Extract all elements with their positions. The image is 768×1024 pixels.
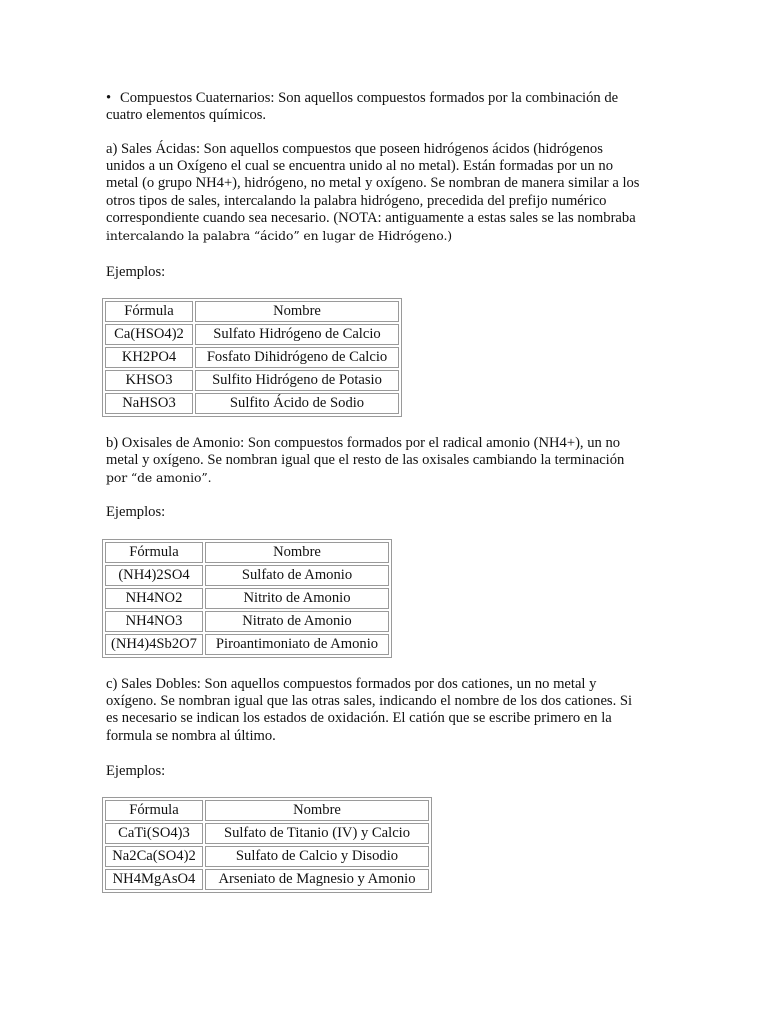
table-row — [105, 565, 389, 586]
table-header-name: Nombre — [205, 800, 429, 821]
section-b-paragraph — [106, 435, 666, 488]
table-header-formula: Fórmula — [105, 800, 203, 821]
table-cell-name: Sulfato de Calcio y Disodio — [205, 846, 429, 867]
table-cell-formula: NH4MgAsO4 — [105, 869, 203, 890]
section-a-line: metal (o grupo NH4+), hidrógeno, no metal y oxígeno. Se nombran de manera similar a los — [106, 175, 640, 192]
section-b-line: metal y oxígeno. Se nombran igual que el resto de las oxisales cambiando la terminación — [106, 452, 625, 469]
table-cell-formula: KHSO3 — [105, 370, 193, 391]
section-a-table — [102, 298, 402, 417]
section-c-line: formula se nombra al último. — [106, 727, 276, 744]
section-c-examples-label: Ejemplos: — [106, 763, 166, 779]
table-row — [105, 347, 399, 368]
bullet-icon: • — [106, 90, 112, 106]
table-row — [105, 370, 399, 391]
section-b-line: por “de amonio”. — [106, 470, 212, 486]
table-row — [105, 324, 399, 345]
section-b-table — [102, 539, 392, 658]
table-cell-formula: Ca(HSO4)2 — [105, 324, 193, 345]
table-cell-formula: NH4NO3 — [105, 611, 203, 632]
table-cell-name: Nitrato de Amonio — [205, 611, 389, 632]
table-cell-name: Fosfato Dihidrógeno de Calcio — [195, 347, 399, 368]
intro-paragraph — [106, 90, 666, 124]
table-cell-name: Sulfato de Amonio — [205, 565, 389, 586]
table-header-name: Nombre — [205, 542, 389, 563]
table-row — [105, 393, 399, 414]
section-b-examples-label: Ejemplos: — [106, 504, 166, 520]
table-cell-formula: NH4NO2 — [105, 588, 203, 609]
table-cell-formula: KH2PO4 — [105, 347, 193, 368]
table-cell-name: Sulfito Ácido de Sodio — [195, 393, 399, 414]
intro-line-2: cuatro elementos químicos. — [106, 107, 267, 124]
section-c-line: c) Sales Dobles: Son aquellos compuestos formados por dos cationes, un no metal y — [106, 676, 597, 692]
section-c-line: oxígeno. Se nombran igual que las otras sales, indicando el nombre de los dos cationes. Si — [106, 693, 633, 710]
table-cell-name: Arseniato de Magnesio y Amonio — [205, 869, 429, 890]
table-row — [105, 846, 429, 867]
table-row — [105, 869, 429, 890]
table-cell-name: Sulfato Hidrógeno de Calcio — [195, 324, 399, 345]
table-cell-formula: NaHSO3 — [105, 393, 193, 414]
table-cell-name: Sulfito Hidrógeno de Potasio — [195, 370, 399, 391]
table-header-formula: Fórmula — [105, 542, 203, 563]
section-c-line: es necesario se indican los estados de oxidación. El catión que se escribe primero en la — [106, 710, 612, 727]
table-cell-formula: Na2Ca(SO4)2 — [105, 846, 203, 867]
table-header-row — [105, 800, 429, 821]
table-cell-name: Nitrito de Amonio — [205, 588, 389, 609]
table-row — [105, 611, 389, 632]
section-b-line: b) Oxisales de Amonio: Son compuestos formados por el radical amonio (NH4+), un no — [106, 435, 621, 451]
section-c-paragraph — [106, 676, 666, 745]
table-row — [105, 823, 429, 844]
section-a-line: a) Sales Ácidas: Son aquellos compuestos que poseen hidrógenos ácidos (hidrógenos — [106, 141, 603, 157]
table-cell-formula: (NH4)4Sb2O7 — [105, 634, 203, 655]
intro-line-1: Compuestos Cuaternarios: Son aquellos compuestos formados por la combinación de — [120, 90, 619, 106]
table-header-name: Nombre — [195, 301, 399, 322]
section-a-examples-label: Ejemplos: — [106, 264, 166, 280]
section-a-line: correspondiente cuando sea necesario. (NOTA: antiguamente a estas sales se las nombraba — [106, 209, 636, 226]
table-cell-name: Sulfato de Titanio (IV) y Calcio — [205, 823, 429, 844]
section-a-line: unidos a un Oxígeno el cual se encuentra unido al no metal). Están formadas por un no — [106, 158, 613, 175]
table-row — [105, 588, 389, 609]
table-header-formula: Fórmula — [105, 301, 193, 322]
section-a-line: intercalando la palabra “ácido” en lugar de Hidrógeno.) — [106, 228, 453, 244]
section-a-line: otros tipos de sales, intercalando la palabra hidrógeno, precedida del prefijo numérico — [106, 192, 607, 209]
table-cell-name: Piroantimoniato de Amonio — [205, 634, 389, 655]
section-c-table — [102, 797, 432, 893]
table-header-row — [105, 301, 399, 322]
table-row — [105, 634, 389, 655]
table-cell-formula: (NH4)2SO4 — [105, 565, 203, 586]
table-header-row — [105, 542, 389, 563]
table-cell-formula: CaTi(SO4)3 — [105, 823, 203, 844]
section-a-paragraph — [106, 141, 666, 245]
